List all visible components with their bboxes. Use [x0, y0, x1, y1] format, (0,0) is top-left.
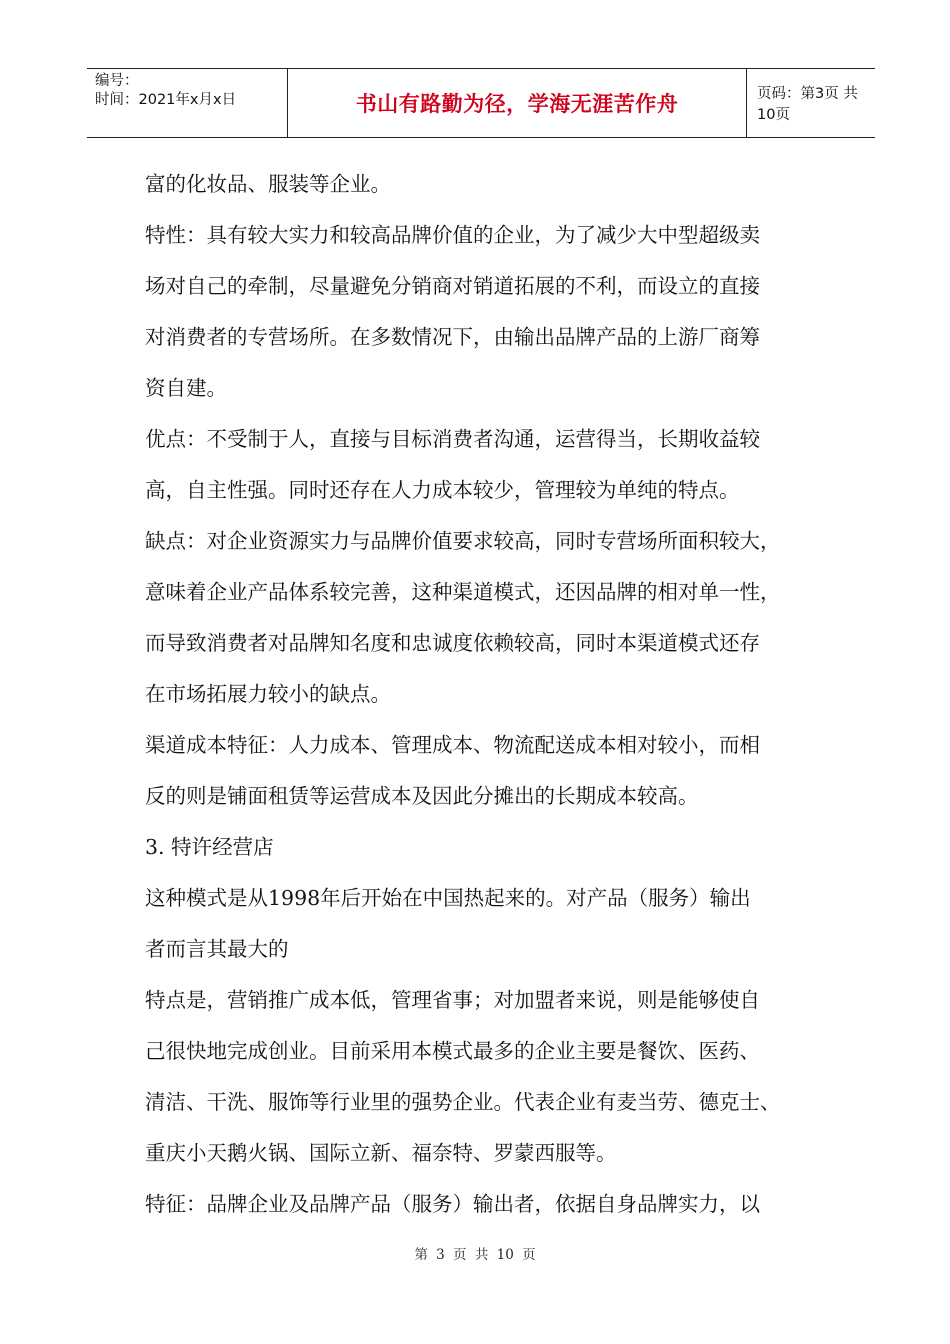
body-line: 特征：品牌企业及品牌产品（服务）输出者，依据自身品牌实力，以	[145, 1192, 760, 1216]
body-line: 高，自主性强。同时还存在人力成本较少，管理较为单纯的特点。	[145, 478, 740, 502]
document-time-label: 时间：2021年x月x日	[95, 92, 237, 108]
document-body	[145, 159, 845, 1230]
body-line: 者而言其最大的	[145, 937, 289, 961]
body-line: 资自建。	[145, 376, 227, 400]
body-line: 富的化妆品、服装等企业。	[145, 172, 391, 196]
body-line: 意味着企业产品体系较完善，这种渠道模式，还因品牌的相对单一性，	[145, 580, 781, 604]
body-line: 特性：具有较大实力和较高品牌价值的企业，为了减少大中型超级卖	[145, 223, 760, 247]
section-heading: 3. 特许经营店	[145, 835, 274, 859]
header-page-cell	[747, 69, 875, 137]
page-footer: 第 3 页 共 10 页	[414, 1247, 536, 1263]
header-page-label: 页码：第3页 共10页	[757, 86, 858, 123]
body-line: 特点是，营销推广成本低，管理省事；对加盟者来说，则是能够使自	[145, 988, 760, 1012]
body-line: 在市场拓展力较小的缺点。	[145, 682, 391, 706]
body-line: 优点：不受制于人，直接与目标消费者沟通，运营得当，长期收益较	[145, 427, 760, 451]
body-line: 清洁、干洗、服饰等行业里的强势企业。代表企业有麦当劳、德克士、	[145, 1090, 781, 1114]
body-line: 反的则是铺面租赁等运营成本及因此分摊出的长期成本较高。	[145, 784, 699, 808]
header-meta	[87, 69, 287, 137]
body-line: 重庆小天鹅火锅、国际立新、福奈特、罗蒙西服等。	[145, 1141, 617, 1165]
header-motto: 书山有路勤为径，学海无涯苦作舟	[355, 92, 679, 116]
header-motto-cell	[287, 69, 747, 137]
body-line: 渠道成本特征：人力成本、管理成本、物流配送成本相对较小，而相	[145, 733, 760, 757]
header-table	[87, 68, 875, 138]
body-line: 缺点：对企业资源实力与品牌价值要求较高，同时专营场所面积较大，	[145, 529, 781, 553]
body-line: 而导致消费者对品牌知名度和忠诚度依赖较高，同时本渠道模式还存	[145, 631, 760, 655]
document-number-label: 编号：	[95, 73, 139, 89]
body-line: 这种模式是从1998年后开始在中国热起来的。对产品（服务）输出	[145, 886, 751, 910]
body-line: 己很快地完成创业。目前采用本模式最多的企业主要是餐饮、医药、	[145, 1039, 760, 1063]
body-line: 对消费者的专营场所。在多数情况下，由输出品牌产品的上游厂商筹	[145, 325, 760, 349]
body-line: 场对自己的牵制，尽量避免分销商对销道拓展的不利，而设立的直接	[145, 274, 760, 298]
